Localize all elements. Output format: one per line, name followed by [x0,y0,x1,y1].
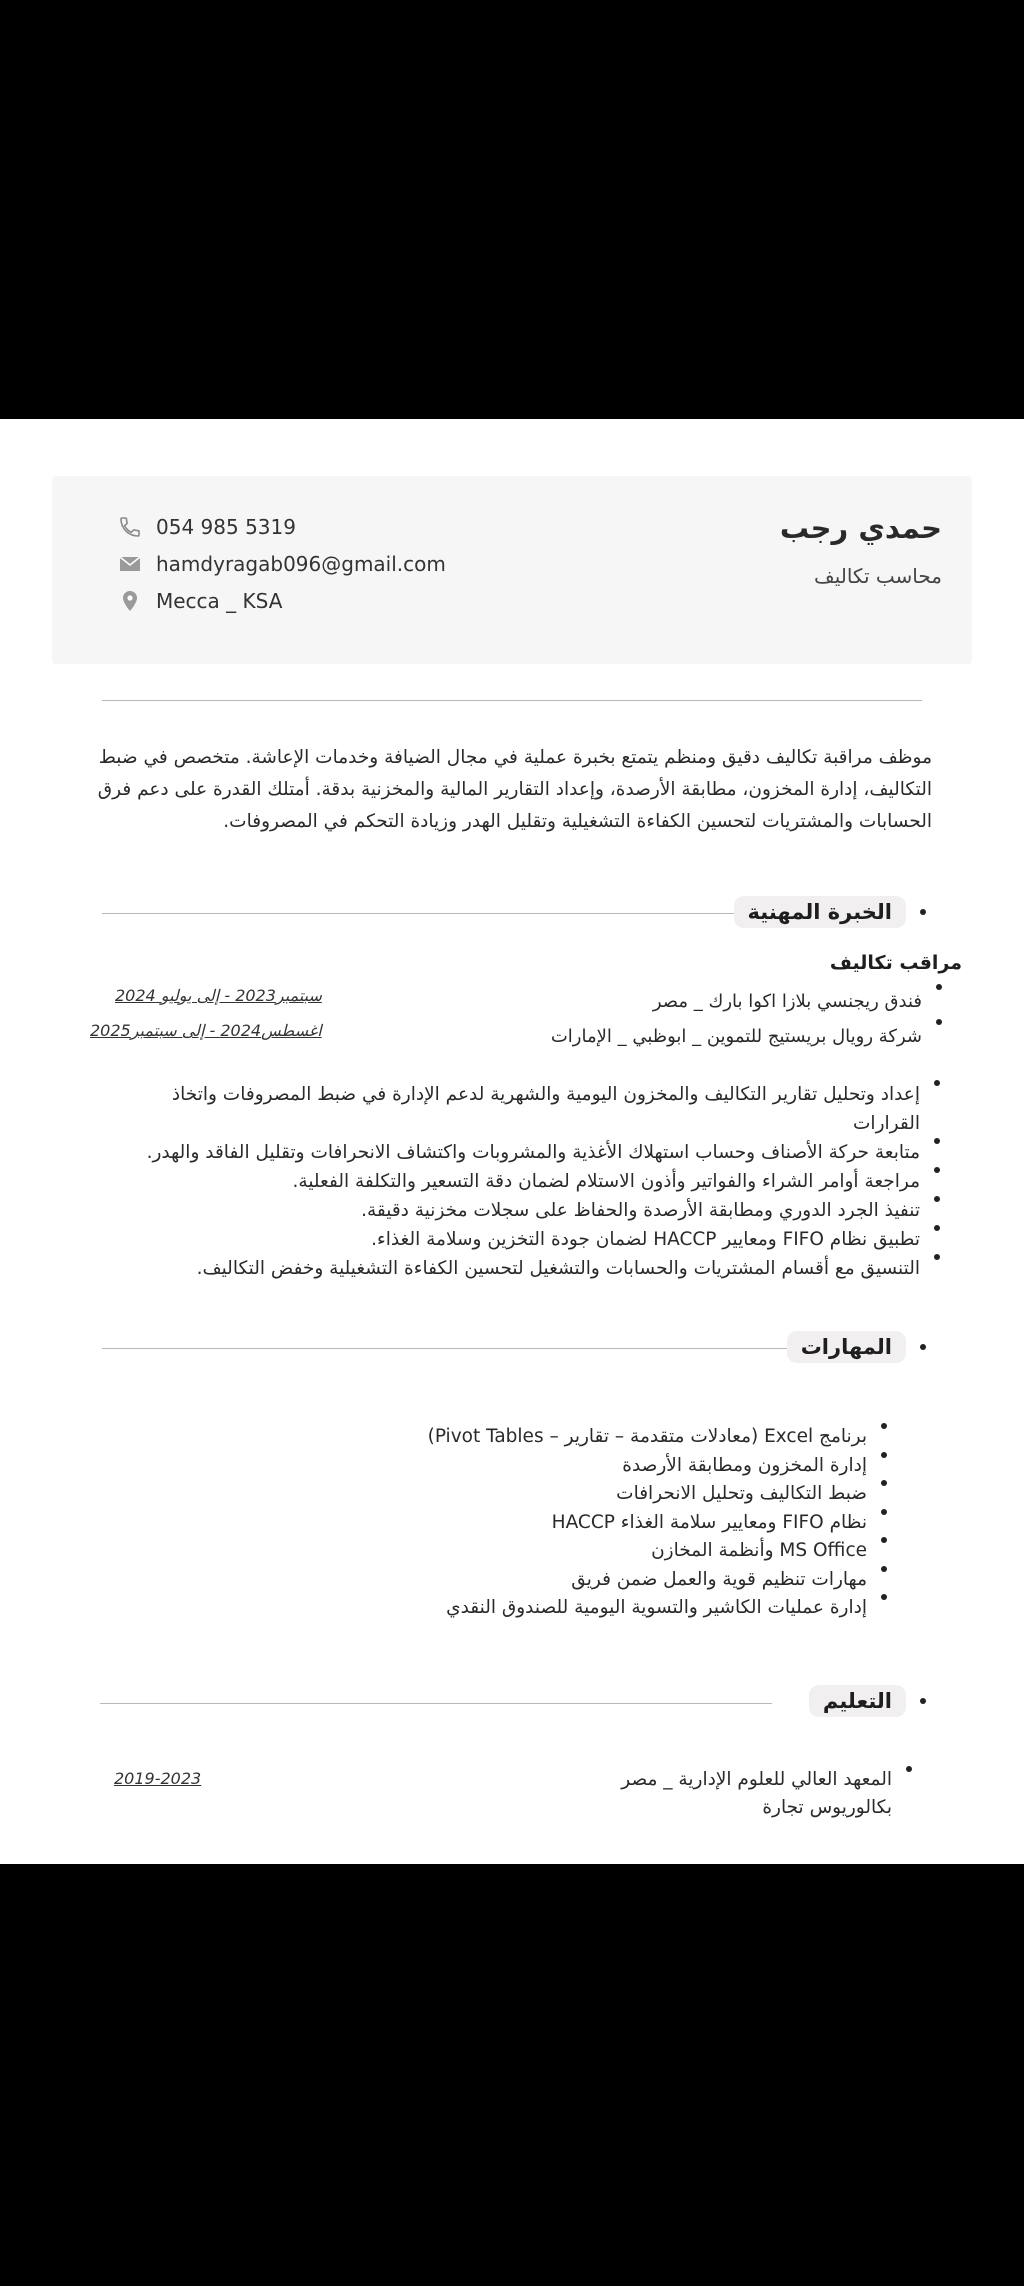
job-title: محاسب تكاليف [813,564,942,588]
skill-item: نظام FIFO ومعايير سلامة الغذاء HACCP [269,1509,889,1538]
skills-heading-label: المهارات [787,1331,906,1363]
heading-bullet [920,1698,926,1704]
header-divider [102,700,922,701]
skill-item: إدارة عمليات الكاشير والتسوية اليومية للصندوق النقدي [269,1594,889,1623]
education-list [414,1766,914,1822]
phone-icon [118,515,142,539]
summary-paragraph: موظف مراقبة تكاليف دقيق ومنظم يتمتع بخبرة عملية في مجال الضيافة وخدمات الإعاشة. متخصص في ضبط التكاليف، إدارة المخزون، مطابقة الأرصدة، وإعداد التقارير المالية والمخزنية بدقة. أمتلك القدرة على دعم فرق الحسابات والمشتريات لتحسين الكفاءة التشغيلية وتقليل الهدر وزيادة التحكم في المصروفات. [97,747,932,832]
person-name: حمدي رجب [779,511,942,545]
heading-bullet [920,909,926,915]
contact-email [118,549,446,579]
phone-number: 054 985 5319 [156,515,296,539]
duty-item: إعداد وتحليل تقارير التكاليف والمخزون اليومية والشهرية لدعم الإدارة في ضبط المصروفات واتخاذ القرارات [102,1080,942,1138]
email-address[interactable]: hamdyragab096@gmail.com [156,552,446,576]
education-dates: 2019-2023 [114,1769,202,1788]
mail-icon [118,552,142,576]
duty-item: التنسيق مع أقسام المشتريات والحسابات والتشغيل لتحسين الكفاءة التشغيلية وخفض التكاليف. [102,1254,942,1283]
job-dates: سبتمبر2023 - إلى يوليو 2024 [115,986,322,1005]
jobs-list [444,984,944,1054]
institute-name: المعهد العالي للعلوم الإدارية _ مصر [621,1769,892,1790]
contact-phone [118,512,296,542]
skills-divider [102,1348,788,1349]
location-text: Mecca _ KSA [156,589,283,613]
duty-item: مراجعة أوامر الشراء والفواتير وأذون الاستلام لضمان دقة التسعير والتكلفة الفعلية. [102,1167,942,1196]
job-item: فندق ريجنسي بلازا اكوا بارك _ مصر [444,984,944,1019]
job-item: شركة رويال بريستيج للتموين _ ابوظبي _ الإمارات [444,1019,944,1054]
skills-heading [787,1331,926,1363]
education-divider [100,1703,772,1704]
skills-list [269,1423,889,1623]
duty-item: متابعة حركة الأصناف وحساب استهلاك الأغذية والمشروبات واكتشاف الانحرافات وتقليل الفاقد والهدر. [102,1138,942,1167]
heading-bullet [920,1344,926,1350]
skill-item: MS Office وأنظمة المخازن [269,1537,889,1566]
skill-item: إدارة المخزون ومطابقة الأرصدة [269,1452,889,1481]
role-title: مراقب تكاليف [829,952,962,974]
resume-page [0,419,1024,1864]
education-item [414,1766,914,1822]
location-pin-icon [118,589,142,613]
degree-name: بكالوريوس تجارة [762,1797,892,1818]
skill-item: مهارات تنظيم قوية والعمل ضمن فريق [269,1566,889,1595]
education-heading-label: التعليم [809,1685,906,1717]
skill-item: ضبط التكاليف وتحليل الانحرافات [269,1480,889,1509]
education-heading [809,1685,926,1717]
contact-location [118,586,282,616]
duty-item: تطبيق نظام FIFO ومعايير HACCP لضمان جودة التخزين وسلامة الغذاء. [102,1225,942,1254]
experience-heading-label: الخبرة المهنية [734,896,906,928]
duty-item: تنفيذ الجرد الدوري ومطابقة الأرصدة والحفاظ على سجلات مخزنية دقيقة. [102,1196,942,1225]
duties-list [102,1080,942,1283]
job-dates: اغسطس2024 - إلى سبتمبر2025 [90,1021,322,1040]
experience-heading [734,896,926,928]
skill-item: برنامج Excel (معادلات متقدمة – تقارير – Pivot Tables) [269,1423,889,1452]
experience-divider [102,913,744,914]
